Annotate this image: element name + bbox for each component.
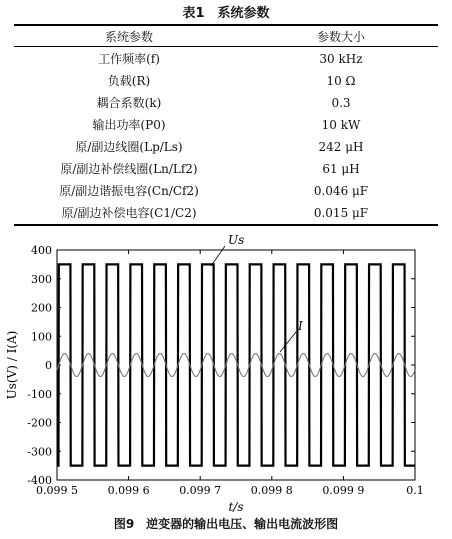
value-cell: 61 μH <box>322 162 360 176</box>
y-tick-label: 100 <box>31 330 52 344</box>
table-row <box>14 136 438 158</box>
table-title: 表1 系统参数 <box>182 6 270 21</box>
param-cell: 原/副边补偿线圈(Ln/Lf2) <box>60 162 198 176</box>
table-header-param: 系统参数 <box>104 30 153 44</box>
value-cell: 242 μH <box>318 140 364 154</box>
y-axis-label: Us(V) / I(A) <box>5 330 19 400</box>
y-tick-label: 0 <box>45 359 52 372</box>
param-cell: 输出功率(P0) <box>92 118 166 132</box>
table-row <box>14 48 438 70</box>
us-leader-line <box>211 246 225 266</box>
y-tick-label: 300 <box>31 272 52 286</box>
param-cell: 原/副边补偿电容(C1/C2) <box>61 206 197 220</box>
plot-frame <box>57 250 415 480</box>
table-header-rule <box>14 46 438 47</box>
value-cell: 10 Ω <box>326 74 356 88</box>
y-tick-label: -300 <box>27 445 52 459</box>
y-tick-label: 400 <box>31 244 52 257</box>
table-header-value: 参数大小 <box>316 30 365 44</box>
table-row <box>14 180 438 202</box>
series-i-line <box>57 354 415 377</box>
table-row <box>14 158 438 180</box>
value-cell: 0.046 μF <box>313 184 369 198</box>
x-tick-label: 0.099 7 <box>179 484 222 497</box>
x-axis-label: t/s <box>228 500 244 512</box>
y-tick-label: -200 <box>27 416 52 430</box>
table-row <box>14 70 438 92</box>
y-tick-label: -100 <box>27 387 52 401</box>
i-annotation: I <box>298 319 303 333</box>
table-bottom-rule <box>14 224 438 226</box>
param-cell: 原/副边线圈(Lp/Ls) <box>75 140 183 154</box>
param-cell: 工作频率(f) <box>98 52 160 66</box>
figure-caption: 图9 逆变器的输出电压、输出电流波形图 <box>113 517 339 531</box>
waveform-chart <box>0 232 452 512</box>
x-tick-label: 0.099 9 <box>322 484 365 497</box>
value-cell: 0.015 μF <box>313 206 369 220</box>
x-tick-label: 0.099 6 <box>107 484 150 497</box>
table-row <box>14 92 438 114</box>
param-cell: 耦合系数(k) <box>96 96 162 110</box>
table-row <box>14 114 438 136</box>
series-us-line <box>57 264 415 465</box>
x-tick-label: 0.099 8 <box>250 484 293 497</box>
us-annotation: Us <box>228 233 245 247</box>
value-cell: 10 kW <box>321 118 361 132</box>
x-tick-label: 0.1 <box>406 484 424 497</box>
value-cell: 30 kHz <box>319 52 363 66</box>
table-body <box>14 48 438 224</box>
y-tick-label: -400 <box>27 474 52 487</box>
param-cell: 原/副边谐振电容(Cn/Cf2) <box>59 184 199 198</box>
table-row <box>14 202 438 224</box>
x-tick-label: 0.099 5 <box>36 484 78 497</box>
param-cell: 负载(R) <box>107 74 151 88</box>
table-top-rule <box>14 24 438 26</box>
y-tick-label: 200 <box>31 301 52 315</box>
i-leader-line <box>280 332 296 352</box>
value-cell: 0.3 <box>331 96 351 110</box>
